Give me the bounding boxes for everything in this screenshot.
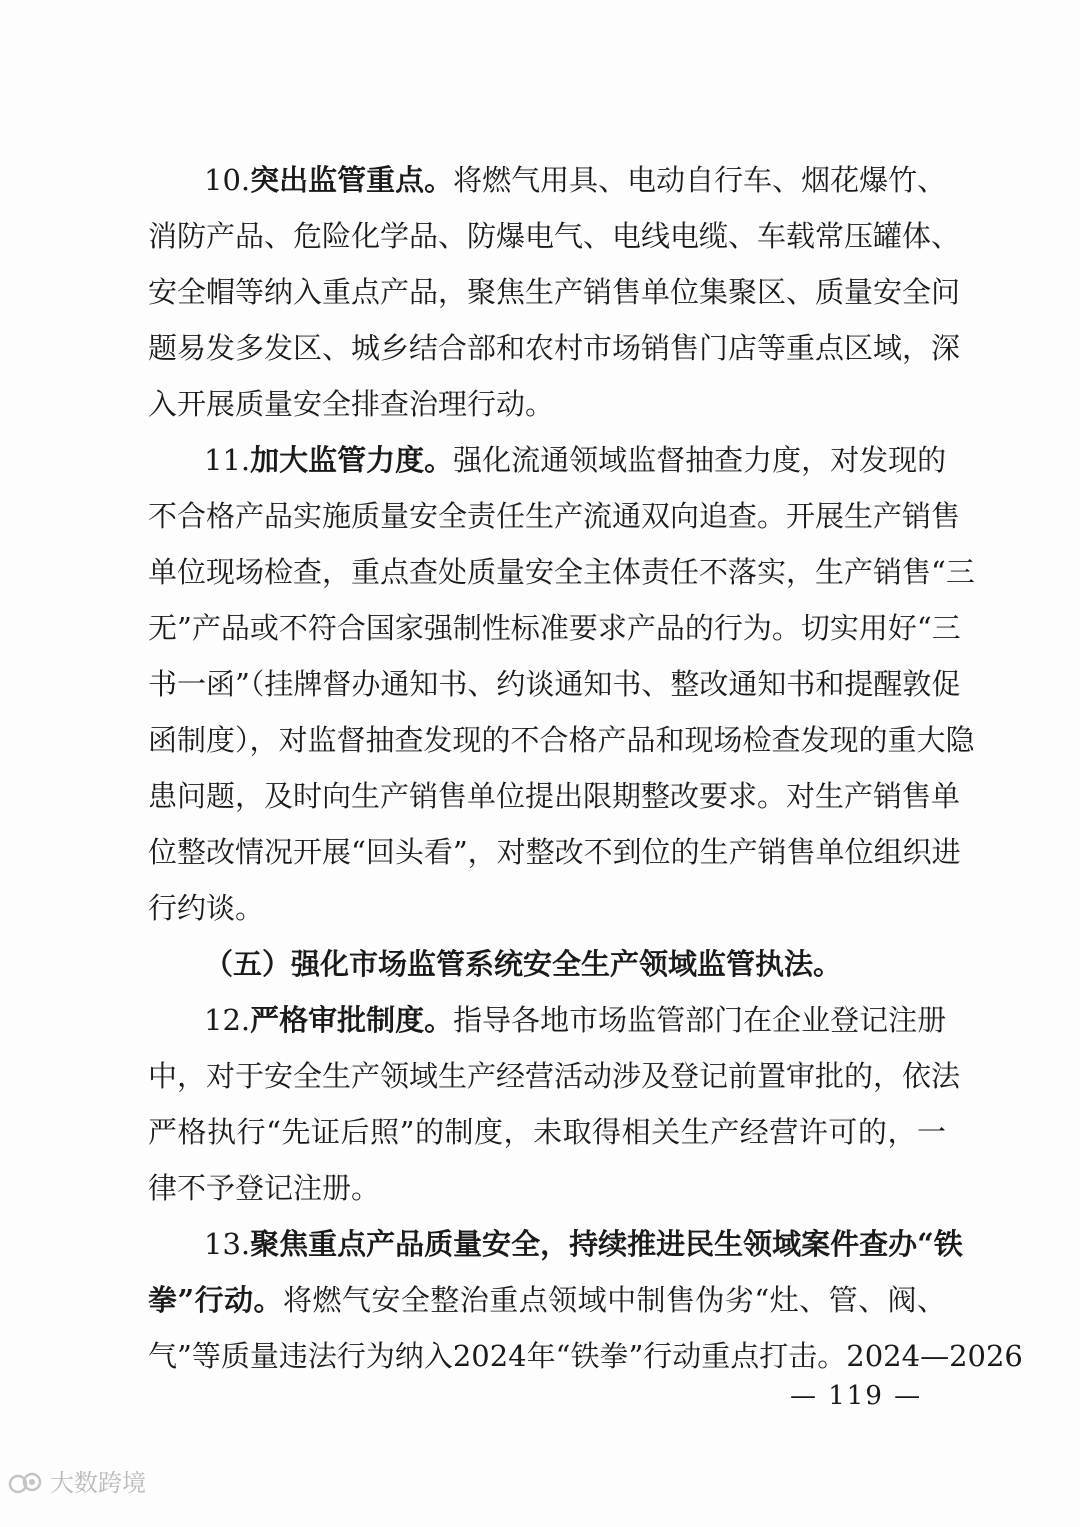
p11-heading: 加大监管力度。	[250, 443, 454, 477]
p11-line-8: 位整改情况开展“回头看”，对整改不到位的生产销售单位组织进	[148, 835, 961, 869]
p12-line-3: 严格执行“先证后照”的制度，未取得相关生产经营许可的，一	[148, 1115, 946, 1149]
p10-line-3: 安全帽等纳入重点产品，聚焦生产销售单位集聚区、质量安全问	[148, 275, 961, 309]
p11-line-9: 行约谈。	[148, 891, 265, 925]
p12-line-4: 律不予登记注册。	[148, 1171, 381, 1205]
p11-line-4: 无”产品或不符合国家强制性标准要求产品的行为。切实用好“三	[148, 611, 961, 645]
p11-number: 11.	[204, 443, 251, 477]
p10-line-5: 入开展质量安全排查治理行动。	[148, 387, 555, 421]
p10-text: 将燃气用具、电动自行车、烟花爆竹、	[453, 163, 947, 197]
p13-number: 13.	[204, 1227, 251, 1261]
p13-heading-part2: 拳”行动。	[148, 1283, 283, 1317]
p12-line-2: 中，对于安全生产领域生产经营活动涉及登记前置审批的，依法	[148, 1059, 961, 1093]
p11-line-1	[204, 440, 946, 480]
watermark-logo-icon	[8, 1470, 46, 1496]
section-5-heading: （五）强化市场监管系统安全生产领域监管执法。	[204, 947, 843, 981]
p12-heading: 严格审批制度。	[250, 1003, 454, 1037]
p13-line-3: 气”等质量违法行为纳入2024年“铁拳”行动重点打击。2024—2026	[148, 1339, 1023, 1373]
watermark	[8, 1466, 146, 1500]
p10-line-2: 消防产品、危险化学品、防爆电气、电线电缆、车载常压罐体、	[148, 219, 961, 253]
p11-line-2: 不合格产品实施质量安全责任生产流通双向追查。开展生产销售	[148, 499, 961, 533]
p12-line-1	[204, 1000, 946, 1040]
p11-line-6: 函制度），对监督抽查发现的不合格产品和现场检查发现的重大隐	[148, 723, 975, 757]
p13-line-1	[204, 1224, 963, 1264]
p13-line-2	[148, 1280, 946, 1320]
p11-text: 强化流通领域监督抽查力度，对发现的	[453, 443, 947, 477]
p10-line-4: 题易发多发区、城乡结合部和农村市场销售门店等重点区域，深	[148, 331, 961, 365]
p10-line-1	[204, 160, 946, 200]
p12-number: 12.	[204, 1003, 251, 1037]
page-number: — 119 —	[790, 1381, 923, 1411]
p11-line-5: 书一函”（挂牌督办通知书、约谈通知书、整改通知书和提醒敦促	[148, 667, 961, 701]
p10-number: 10.	[204, 163, 251, 197]
p10-heading: 突出监管重点。	[250, 163, 454, 197]
p11-line-7: 患问题，及时向生产销售单位提出限期整改要求。对生产销售单	[148, 779, 961, 813]
watermark-text: 大数跨境	[50, 1469, 146, 1497]
p11-line-3: 单位现场检查，重点查处质量安全主体责任不落实，生产销售“三	[148, 555, 975, 589]
p13-heading-part1: 聚焦重点产品质量安全，持续推进民生领域案件查办“铁	[250, 1227, 963, 1261]
p12-text: 指导各地市场监管部门在企业登记注册	[453, 1003, 947, 1037]
p13-text-1: 将燃气安全整治重点领域中制售伪劣“灶、管、阀、	[283, 1283, 946, 1317]
